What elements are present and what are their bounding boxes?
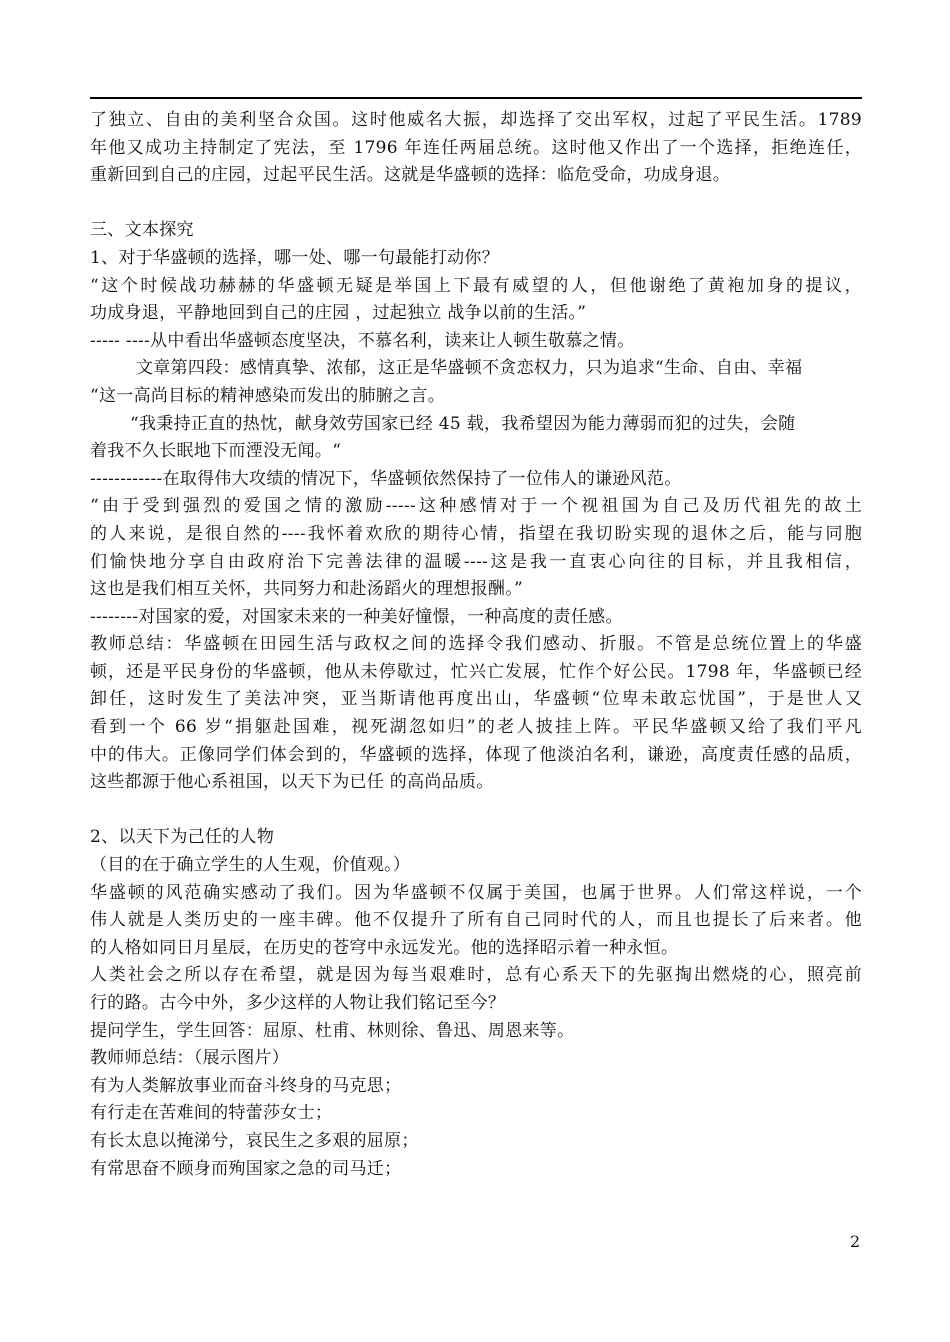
body-line: 顿，还是平民身份的华盛顿，他从未停歇过，忙兴亡发展，忙作个好公民。1798 年，华盛顿已经 — [90, 661, 862, 682]
body-line: 中的伟大。正像同学们体会到的，华盛顿的选择，体现了他淡泊名利，谦逊，高度责任感的品质， — [90, 744, 862, 765]
list-item: 有为人类解放事业而奋斗终身的马克思； — [90, 1075, 402, 1096]
list-item: 有长太息以掩涕兮，哀民生之多艰的屈原； — [90, 1130, 419, 1151]
body-line: 教师师总结：（展示图片） — [90, 1048, 290, 1069]
quote-line: 这也是我们相互关怀，共同努力和赴汤蹈火的理想报酬。” — [90, 579, 523, 600]
quote-line: 的人来说，是很自然的----我怀着欢欣的期待心情，指望在我切盼实现的退休之后，能与同胞 — [90, 523, 862, 544]
body-line: 了独立、自由的美利坚合众国。这时他威名大振，却选择了交出军权，过起了平民生活。1789 — [90, 110, 862, 130]
question-heading: 1、对于华盛顿的选择，哪一处、哪一句最能打动你？ — [90, 247, 500, 268]
question-heading: 2、以天下为己任的人物 — [90, 827, 275, 848]
body-line: （目的在于确立学生的人生观，价值观。） — [90, 855, 411, 876]
body-line: 文章第四段：感情真挚、浓郁，这正是华盛顿不贪恋权力，只为追求“生命、自由、幸福 — [136, 358, 803, 379]
body-line: 华盛顿的风范确实感动了我们。因为华盛顿不仅属于美国，也属于世界。人们常这样说，一个 — [90, 882, 862, 903]
quote-line: “我秉持正直的热忱，献身效劳国家已经 45 载，我希望因为能力薄弱而犯的过失，会随 — [130, 413, 796, 434]
body-line: 人类社会之所以存在希望，就是因为每当艰难时，总有心系天下的先驱掏出燃烧的心，照亮前 — [90, 965, 862, 986]
body-line: 年他又成功主持制定了宪法，至 1796 年连任两届总统。这时他又作出了一个选择，拒绝连任， — [90, 137, 862, 158]
quote-line: 功成身退，平静地回到自己的庄园 ，过起独立 战争以前的生活。” — [90, 303, 587, 324]
body-line: 提问学生，学生回答：屈原、杜甫、林则徐、鲁迅、周恩来等。 — [90, 1020, 575, 1041]
body-line: 这些都源于他心系祖国，以天下为已任 的高尚品质。 — [90, 772, 494, 793]
blank-line — [90, 190, 862, 218]
analysis-line: ------------在取得伟大攻绩的情况下，华盛顿依然保持了一位伟人的谦逊风范。 — [90, 468, 682, 489]
header-rule — [90, 97, 862, 99]
page-number: 2 — [850, 1232, 861, 1251]
list-item: 有常思奋不顾身而殉国家之急的司马迁； — [90, 1158, 402, 1179]
section-heading: 三、文本探究 — [90, 220, 194, 241]
body-line: 教师总结：华盛顿在田园生活与政权之间的选择令我们感动、折服。不管是总统位置上的华盛 — [90, 634, 862, 655]
blank-line — [90, 797, 862, 825]
analysis-line: ----- ----从中看出华盛顿态度坚决，不慕名利，读来让人顿生敬慕之情。 — [90, 330, 635, 351]
body-line: 的人格如同日月星辰，在历史的苍穹中永远发光。他的选择昭示着一种永恒。 — [90, 937, 679, 958]
quote-line: “这个时候战功赫赫的华盛顿无疑是举国上下最有威望的人，但他谢绝了黄袍加身的提议， — [90, 275, 862, 296]
quote-line: “由于受到强烈的爱国之情的激励-----这种感情对于一个视祖国为自己及历代祖先的故土 — [90, 496, 862, 517]
body-line: 行的路。古今中外，多少这样的人物让我们铭记至今？ — [90, 993, 506, 1013]
body-line: 卸任，这时发生了美法冲突，亚当斯请他再度出山，华盛顿“位卑未敢忘忧国”，于是世人又 — [90, 689, 862, 710]
document-body — [90, 107, 862, 1183]
analysis-line: --------对国家的爱，对国家未来的一种美好憧憬，一种高度的责任感。 — [90, 606, 623, 627]
body-line: 伟人就是人类历史的一座丰碑。他不仅提升了所有自己同时代的人，而且也提长了后来者。他 — [90, 910, 862, 931]
body-line: 重新回到自己的庄园，过起平民生活。这就是华盛顿的选择：临危受命，功成身退。 — [90, 165, 731, 186]
quote-line: 们愉快地分享自由政府治下完善法律的温暖----这是我一直衷心向往的目标，并且我相信， — [90, 551, 862, 572]
quote-line: 着我不久长眠地下而湮没无闻。“ — [90, 441, 342, 462]
list-item: 有行走在苦难间的特蕾莎女士； — [90, 1103, 333, 1124]
body-line: 看到一个 66 岁“捐躯赴国难，视死湖忽如归”的老人披挂上阵。平民华盛顿又给了我们平凡 — [90, 717, 862, 738]
body-line: “这一高尚目标的精神感染而发出的肺腑之言。 — [90, 385, 445, 406]
